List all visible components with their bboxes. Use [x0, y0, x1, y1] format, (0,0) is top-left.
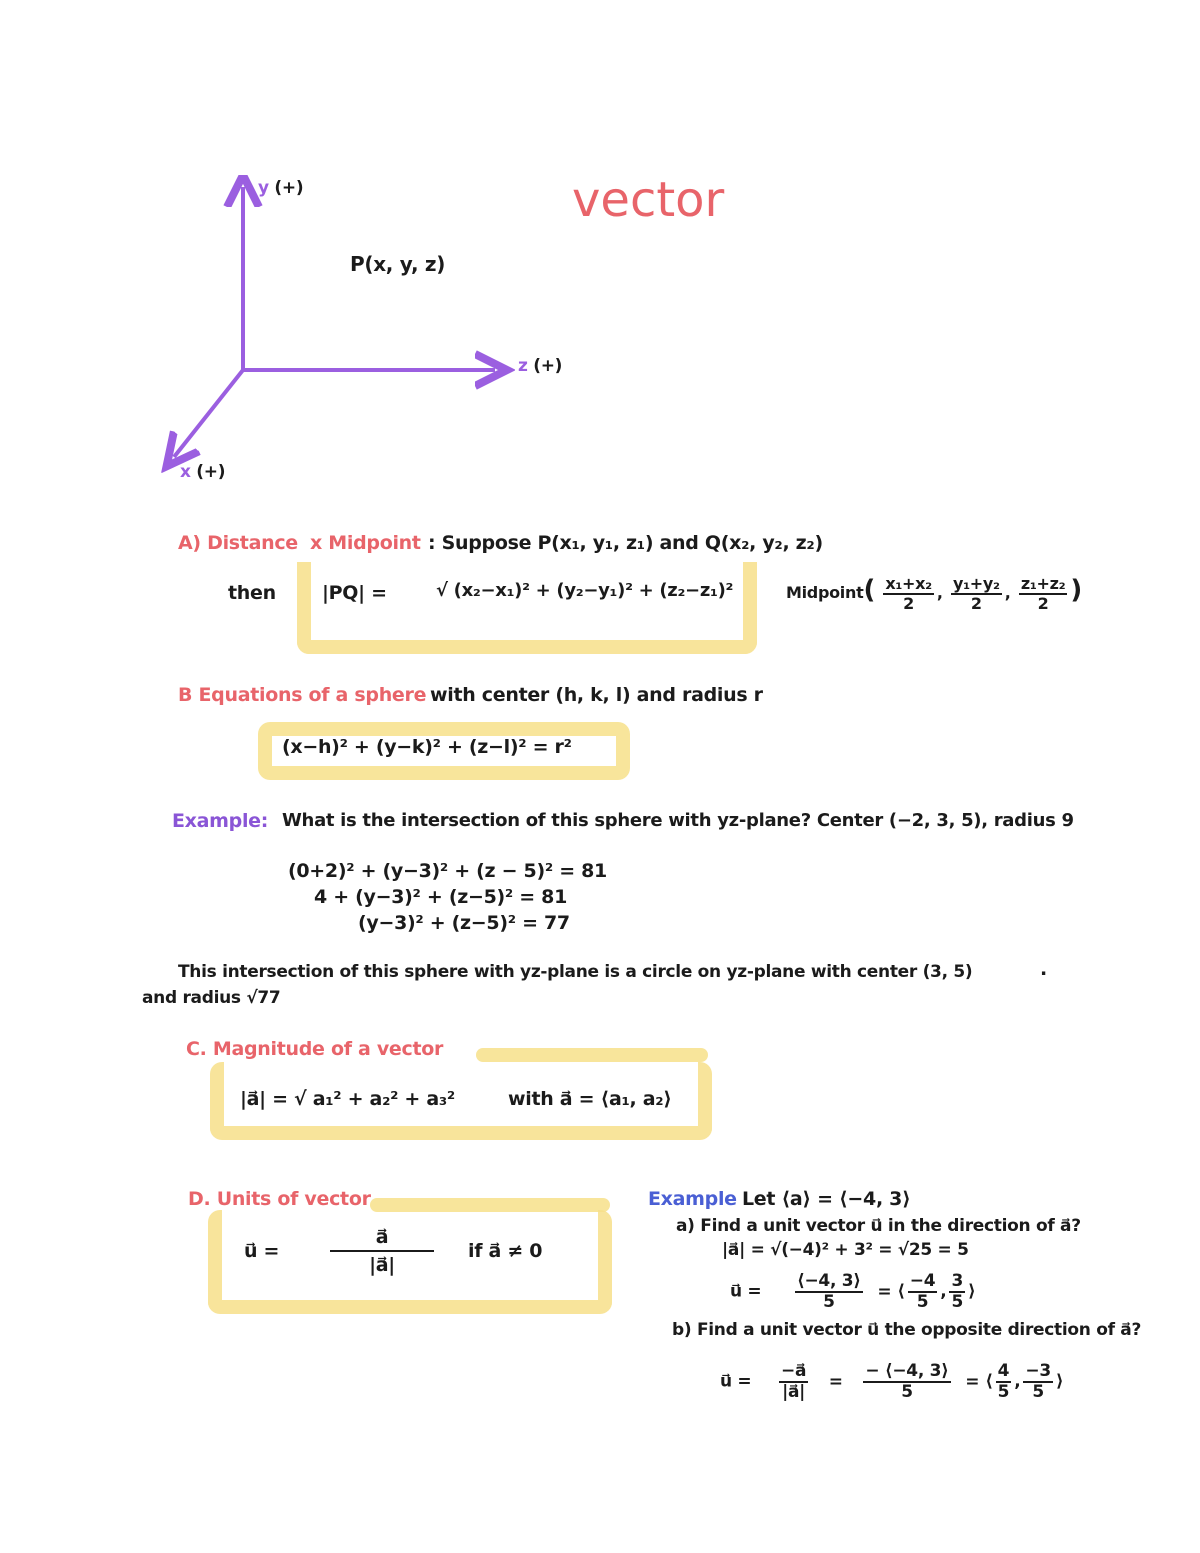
example-1-conclusion: This intersection of this sphere with yz-plane is a circle on yz-plane with center (3, 5): [178, 962, 973, 982]
section-b-heading: B Equations of a sphere: [178, 684, 427, 706]
section-c-heading: C. Magnitude of a vector: [186, 1038, 444, 1060]
unit-vector-u: u⃗ =: [244, 1240, 280, 1262]
example-2-let: Let ⟨a⟩ = ⟨−4, 3⟩: [742, 1188, 911, 1210]
distance-formula: √ (x₂−x₁)² + (y₂−y₁)² + (z₂−z₁)²: [436, 580, 734, 601]
point-label: P(x, y, z): [350, 252, 446, 276]
example-2-b-unit: u⃗ = $\frac{-a⃗}{|a⃗|}$ = $\frac{- ⟨-4, 3⟩}{5}$ = ⟨ $\frac{4}{5}$ , $\frac{-3}{5}$ ⟩: [720, 1361, 1064, 1402]
example-1-question: What is the intersection of this sphere with yz-plane? Center (−2, 3, 5), radius 9: [282, 810, 1074, 831]
example-2-label: Example: [648, 1188, 737, 1210]
unit-vector-condition: if a⃗ ≠ 0: [468, 1240, 543, 1262]
magnitude-formula: |a⃗| = √ a₁² + a₂² + a₃²: [240, 1088, 455, 1110]
page-title: vector: [572, 172, 725, 228]
section-a-then: then: [228, 582, 276, 604]
section-a-heading: A) Distance: [178, 532, 298, 554]
example-1-label: Example:: [172, 810, 269, 832]
example-2-a-unit: u⃗ = $\frac{⟨-4, 3⟩}{5}$ = ⟨ $\frac{-4}{5}$ , $\frac{3}{5}$ ⟩: [730, 1271, 976, 1312]
section-a-heading-midpoint: x Midpoint: [310, 532, 421, 554]
y-axis-label: y (+): [258, 178, 304, 198]
pq-label: |PQ| =: [322, 582, 387, 604]
axes-diagram: [160, 175, 600, 485]
unit-vector-fraction: a⃗ |a⃗|: [330, 1226, 434, 1276]
example-1-conclusion-2: and radius √77: [142, 988, 281, 1008]
example-1-line-2: 4 + (y−3)² + (z−5)² = 81: [314, 886, 568, 908]
sphere-equation: (x−h)² + (y−k)² + (z−l)² = r²: [282, 736, 572, 758]
section-b-with: with center (h, k, l) and radius r: [430, 684, 763, 706]
z-axis-label: z (+): [518, 356, 563, 376]
example-2-a-question: a) Find a unit vector u⃗ in the direction of a⃗?: [676, 1216, 1081, 1236]
example-2-a-magnitude: |a⃗| = √(−4)² + 3² = √25 = 5: [722, 1240, 969, 1260]
stray-dot: .: [1040, 958, 1047, 980]
midpoint-formula: Midpoint( $\frac{\text{x₁+x₂}}{2}$ , $\frac{\text{y₁+y₂}}{2}$ , $\frac{\text{z₁+z₂}}{2}$ ): [786, 574, 1082, 613]
example-1-line-1: (0+2)² + (y−3)² + (z − 5)² = 81: [288, 860, 607, 882]
highlight-box-a: [297, 562, 757, 654]
highlight-bar-c-top: [476, 1048, 708, 1062]
example-2-b-question: b) Find a unit vector u⃗ the opposite direction of a⃗?: [672, 1320, 1142, 1340]
example-1-line-3: (y−3)² + (z−5)² = 77: [358, 912, 570, 934]
x-axis-line: [174, 370, 243, 457]
x-axis-label: x (+): [180, 462, 226, 482]
section-a-suppose: : Suppose P(x₁, y₁, z₁) and Q(x₂, y₂, z₂): [428, 532, 823, 554]
magnitude-with: with a⃗ = ⟨a₁, a₂⟩: [508, 1088, 672, 1110]
section-d-heading: D. Units of vector: [188, 1188, 371, 1210]
